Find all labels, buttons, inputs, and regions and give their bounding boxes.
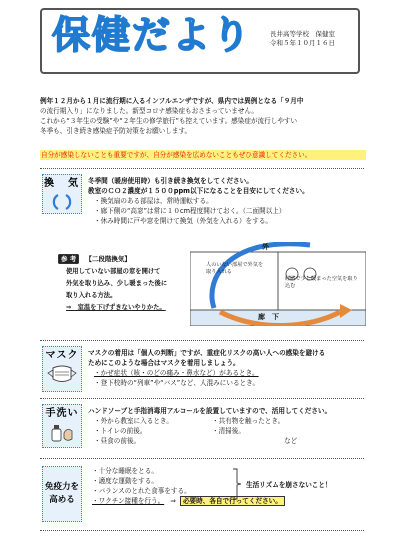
reference-block: [58, 254, 131, 263]
reference-line: 使用していない部屋の窓を開けて: [66, 268, 161, 275]
immunity-bullet: ・ワクチン接種を行う。: [92, 497, 165, 505]
handwash-bullet: ・トイレの前後。: [94, 427, 147, 435]
mask-label-box: [42, 346, 82, 392]
handwash-label-box: [42, 404, 82, 448]
divider: [40, 168, 364, 169]
immunity-bullet: ・バランスのとれた食事をする。: [92, 487, 191, 495]
issue-date: 令和５年１０月１６日: [270, 39, 335, 47]
intro-text: [40, 96, 364, 136]
air-circulation-icon: [49, 191, 75, 213]
diagram-outside-label: 外: [262, 243, 269, 251]
arrow-icon: ⇒: [170, 497, 176, 505]
ventilation-label-box: [42, 174, 82, 214]
hand-soap-icon: [48, 421, 76, 443]
mask-label: マスク: [45, 350, 79, 361]
mask-bullet: ・登下校時の“列車”や“バス”など、人混みにいるとき。: [94, 379, 260, 387]
mask-body: [88, 348, 368, 388]
reference-line: 取り入れる方法。: [66, 292, 117, 299]
immunity-bullet: ・適度な運動をする。: [92, 477, 158, 485]
immunity-bullet: ・十分な睡眠をとる。: [92, 467, 158, 475]
divider: [40, 530, 364, 531]
mask-line: ためにこのような場合はマスクを着用しましょう。: [88, 359, 240, 367]
mask-bullet: ・かぜ症状（咳・のどの痛み・鼻水など）があるとき。: [94, 369, 259, 377]
immunity-label: 免疫力を高める: [42, 466, 82, 522]
immunity-note: 必要時、各自で行ってください。: [180, 496, 285, 506]
school-info: [270, 30, 335, 48]
diagram-room1-label: 人のいない部屋で外気を取り入れる: [206, 262, 264, 275]
highlight-message: 自分が感染しないことも重要ですが、自分が感染を広めないこともぜひ意識してください。: [40, 150, 366, 160]
reference-text: [66, 266, 191, 314]
ventilation-heading: 冬季間（暖房使用時）も引き続き換気をしてください。: [88, 177, 253, 185]
reference-conclusion: ⇒ 室温を下げずきないやりかた。: [66, 304, 166, 311]
ventilation-bullet: ・廊下側の“高窓”は常に１０cm程度開けておく。（二面開以上）: [94, 207, 286, 215]
diagram-hall-label: 廊 下: [258, 313, 279, 321]
intro-line: これから“３年生の受験”や“２年生の修学旅行”も控えています。感染症が流行しやすい: [40, 117, 298, 125]
handwash-bullet: ・清掃後。: [212, 427, 245, 435]
handwash-bullet: ・昼食の前後。: [94, 437, 141, 445]
ventilation-label: 換 気: [44, 178, 80, 189]
handwash-etc: など: [284, 437, 298, 445]
reference-tag: 参 考: [58, 254, 79, 264]
divider: [40, 398, 364, 399]
intro-line: の流行期入り」になりました。新型コロナ感染症もおさまっていません。: [40, 107, 258, 115]
mask-icon: [47, 363, 77, 385]
ventilation-bullet: ・休み時間に戸や窓を開けて換気（外気を入れる）をする。: [94, 217, 273, 225]
diagram-room2-label: 経路で少し暖まった空気を取り込む: [285, 276, 358, 289]
mask-line: マスクの着用は「個人の判断」ですが、重症化リスクの高い人への感染を避ける: [88, 349, 326, 357]
page-title: 保健だより: [52, 13, 253, 57]
ventilation-sub: 教室のＣＯ２濃度が１５００ppm以下になることを目安にしてください。: [88, 187, 309, 195]
ventilation-body: [88, 176, 368, 226]
handwash-bullet: ・共有物を触ったとき。: [212, 417, 285, 425]
handwash-bullet: ・外から教室に入るとき。: [94, 417, 173, 425]
intro-line: 冬季も、引き続き感染症予防対策をお願いします。: [40, 127, 192, 135]
reference-line: 外気を取り込み、少し暖まった後に: [66, 280, 168, 287]
school-name: 長井高等学校 保健室: [270, 30, 335, 38]
ventilation-bullet: ・換気扇のある部屋は、常時運転する。: [94, 197, 213, 205]
divider: [40, 340, 364, 341]
bracket-icon: [232, 468, 242, 500]
handwash-line: ハンドソープと手指消毒用アルコールを設置していますので、活用してください。: [88, 407, 332, 415]
intro-line: 例年１２月から１月に流行期に入るインフルエンザですが、県内では異例となる「９月中: [40, 97, 304, 105]
handwash-body: [88, 406, 368, 446]
handwash-label: 手洗い: [45, 408, 79, 419]
immunity-side-note: 生活リズムを崩さないこと！: [246, 481, 332, 489]
reference-title: 【二段階換気】: [85, 255, 131, 263]
divider: [40, 458, 364, 459]
